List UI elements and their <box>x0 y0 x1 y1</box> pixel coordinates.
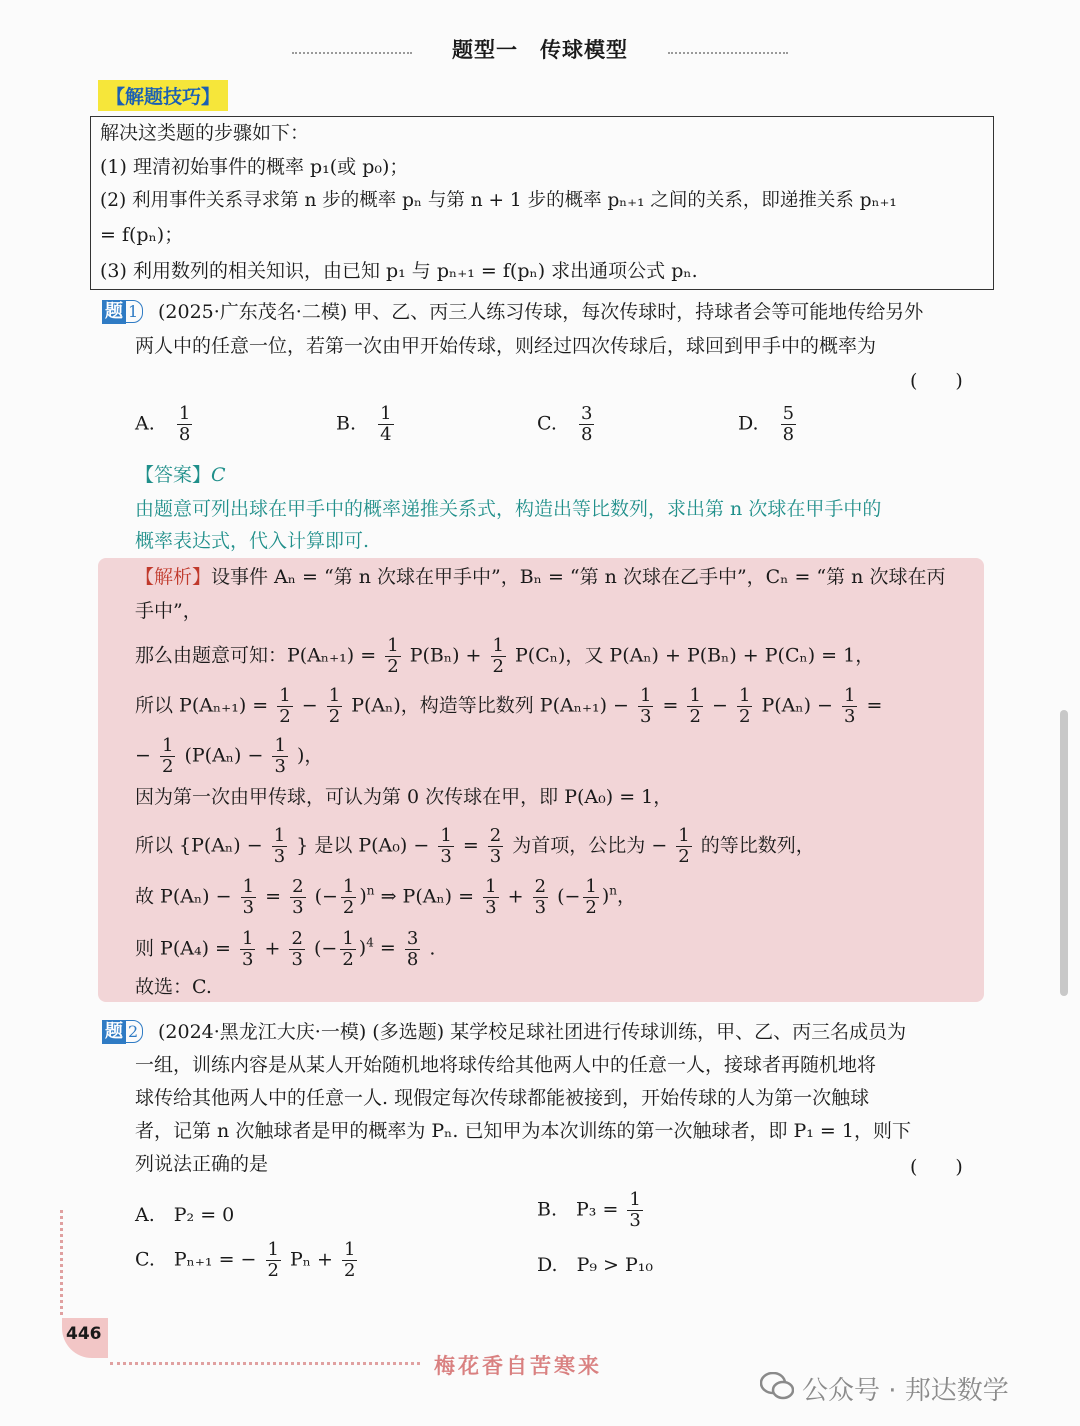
denominator: 3 <box>534 896 547 918</box>
denominator: 2 <box>279 706 291 727</box>
numerator: 1 <box>492 635 504 656</box>
denominator: 2 <box>342 896 355 918</box>
expr-text: 的等比数列， <box>700 834 815 857</box>
fraction-half <box>160 736 175 777</box>
option-text: Pₙ + <box>290 1248 333 1271</box>
q1-line-2: 两人中的任意一位，若第一次由甲开始传球，则经过四次传球后，球回到甲手中的概率为 <box>135 335 877 357</box>
footer-brand: 公众号 · 邦达数学 <box>802 1376 1009 1406</box>
expr-text: 所以 P(Aₙ₊₁) = <box>135 694 269 717</box>
question-2-tag <box>102 1020 143 1044</box>
numerator: 2 <box>489 825 502 846</box>
option-text: C. Pₙ₊₁ = − <box>135 1248 257 1271</box>
denominator: 8 <box>580 424 593 445</box>
fraction-half <box>385 636 400 677</box>
equals-sign: = <box>462 834 479 857</box>
numerator: 1 <box>274 735 286 756</box>
q1-option-d <box>738 404 799 445</box>
analysis-line-4 <box>135 686 882 727</box>
denominator: 3 <box>629 1210 641 1231</box>
tips-tag: 【解题技巧】 <box>98 80 228 111</box>
denominator: 8 <box>406 948 419 970</box>
numerator: 2 <box>291 927 303 949</box>
q1-line-1: (2025·广东茂名·二模) 甲、乙、丙三人练习传球，每次传球时，持球者会等可能地传给另外 <box>158 301 924 323</box>
analysis-line-8 <box>135 876 636 918</box>
expr-text: P(Aₙ)，构造等比数列 P(Aₙ₊₁) − <box>351 694 629 717</box>
tips-line-5: (3) 利用数列的相关知识，由已知 p₁ 与 pₙ₊₁ = f(pₙ) 求出通项公式 pₙ. <box>100 260 698 282</box>
denominator: 3 <box>844 706 856 727</box>
fraction-third <box>483 877 498 918</box>
numerator: 1 <box>342 875 355 897</box>
numerator: 1 <box>629 1189 641 1210</box>
analysis-text: 设事件 Aₙ = “第 n 次球在甲手中”，Bₙ = “第 n 次球在乙手中”，Cₙ = “第 n 次球在丙 <box>211 566 946 588</box>
numerator: 1 <box>585 875 597 897</box>
minus-sign: − <box>301 694 318 717</box>
option-label: C. <box>537 412 557 435</box>
denominator: 2 <box>342 948 354 970</box>
q2-option-c <box>135 1240 360 1281</box>
analysis-line-9 <box>135 928 435 970</box>
numerator: 1 <box>242 875 255 897</box>
option-fraction <box>378 404 393 445</box>
question-tag-label: 题 <box>102 1020 126 1044</box>
option-fraction <box>579 404 594 445</box>
q2-line-3: 球传给其他两人中的任意一人. 现假定每次传球都能被接到，开始传球的人为第一次触球 <box>135 1087 870 1109</box>
question-tag-label: 题 <box>102 300 126 324</box>
numerator: 1 <box>328 685 341 706</box>
plus-sign: + <box>264 937 281 960</box>
denominator: 8 <box>178 424 191 445</box>
tips-line-1: 解决这类题的步骤如下： <box>100 122 310 144</box>
numerator: 1 <box>640 685 652 706</box>
fraction-half <box>327 686 342 727</box>
analysis-line-6: 因为第一次由甲传球，可认为第 0 次传球在甲，即 P(A₀) = 1， <box>135 786 673 808</box>
fraction-three-eighths <box>405 929 420 970</box>
numerator: 1 <box>440 825 452 846</box>
q2-option-d: D. P₉ > P₁₀ <box>537 1254 654 1276</box>
numerator: 5 <box>782 403 795 424</box>
answer-value: C <box>211 464 226 486</box>
numerator: 3 <box>406 927 419 949</box>
numerator: 2 <box>292 875 304 897</box>
denominator: 3 <box>485 896 497 918</box>
close-paren: )$^n$ <box>359 884 375 908</box>
scrollbar[interactable] <box>1060 710 1068 996</box>
close-paren: )$^n$， <box>601 884 637 908</box>
option-text: B. P₃ = <box>537 1198 619 1221</box>
period: . <box>429 937 436 960</box>
expr-text: P(Bₙ) + <box>409 644 482 667</box>
question-number: 2 <box>123 1020 143 1043</box>
q1-answer <box>135 460 226 490</box>
equals-sign: = <box>866 694 883 717</box>
denominator: 2 <box>678 846 690 867</box>
fraction-half <box>583 877 598 918</box>
expr-text: } 是以 P(A₀) − <box>296 834 430 857</box>
fraction-third <box>241 877 256 918</box>
minus-sign: − <box>135 744 151 767</box>
question-number: 1 <box>123 300 143 323</box>
denominator: 3 <box>291 948 303 970</box>
expr-text: 则 P(A₄) = <box>135 937 231 960</box>
denominator: 2 <box>328 706 341 727</box>
wechat-icon <box>760 1372 794 1400</box>
q2-answer-blank: ( ) <box>910 1156 963 1178</box>
numerator: 1 <box>380 403 392 424</box>
q1-option-a <box>135 404 195 445</box>
expr-text: 故 P(Aₙ) − <box>135 885 232 908</box>
denominator: 3 <box>489 846 502 867</box>
fraction-half <box>737 686 752 727</box>
q1-option-b <box>336 404 397 445</box>
fraction-half <box>687 686 702 727</box>
fraction-half <box>676 826 691 867</box>
header-rule-right <box>668 52 788 54</box>
q1-answer-blank: ( ) <box>910 370 963 392</box>
analysis-line-7 <box>135 826 815 867</box>
expr-text: ⇒ P(Aₙ) = <box>380 885 475 908</box>
plus-sign: + <box>507 885 524 908</box>
denominator: 2 <box>161 756 174 777</box>
tips-line-2: (1) 理清初始事件的概率 p₁(或 p₀)； <box>100 156 409 178</box>
expr-text: P(Aₙ) − <box>761 694 833 717</box>
fraction-two-thirds <box>289 929 304 970</box>
denominator: 3 <box>440 846 452 867</box>
option-label: A. <box>135 412 155 435</box>
option-fraction <box>781 404 796 445</box>
fraction-third <box>842 686 857 727</box>
minus-sign: − <box>711 694 728 717</box>
numerator: 1 <box>678 825 690 846</box>
denominator: 4 <box>380 424 392 445</box>
analysis-tag: 【解析】 <box>135 566 212 588</box>
analysis-line-10: 故选：C. <box>135 976 212 998</box>
denominator: 8 <box>782 424 795 445</box>
numerator: 3 <box>580 403 593 424</box>
denominator: 2 <box>267 1260 279 1281</box>
tips-line-3: (2) 利用事件关系寻求第 n 步的概率 pₙ 与第 n + 1 步的概率 pₙ₊₁ 之间的关系，即递推关系 pₙ₊₁ <box>100 190 897 211</box>
numerator: 1 <box>738 685 751 706</box>
equals-sign: = <box>265 885 282 908</box>
option-fraction <box>177 404 192 445</box>
denominator: 2 <box>738 706 751 727</box>
option-label: D. <box>738 412 759 435</box>
expr-text: 所以 {P(Aₙ) − <box>135 834 263 857</box>
numerator: 1 <box>279 685 291 706</box>
fraction-half <box>342 1240 357 1281</box>
denominator: 2 <box>585 896 597 918</box>
numerator: 1 <box>267 1239 279 1260</box>
numerator: 1 <box>485 875 497 897</box>
fraction-two-thirds <box>533 877 548 918</box>
fraction-third <box>638 686 653 727</box>
numerator: 1 <box>178 403 191 424</box>
q2-line-2: 一组，训练内容是从某人开始随机地将球传给其他两人中的任意一人，接球者再随机地将 <box>135 1054 877 1076</box>
fraction-two-thirds <box>290 877 305 918</box>
numerator: 1 <box>273 825 286 846</box>
question-1-tag <box>102 300 143 324</box>
expr-text: P(Cₙ)，又 P(Aₙ) + P(Bₙ) + P(Cₙ) = 1， <box>515 644 875 667</box>
numerator: 1 <box>344 1239 356 1260</box>
fraction-third <box>272 736 287 777</box>
q2-option-b <box>537 1190 646 1231</box>
analysis-line-1 <box>135 562 945 592</box>
numerator: 1 <box>161 735 174 756</box>
denominator: 2 <box>689 706 701 727</box>
denominator: 2 <box>344 1260 356 1281</box>
numerator: 1 <box>689 685 701 706</box>
expr-text: (P(Aₙ) − <box>184 744 264 767</box>
option-label: B. <box>336 412 357 435</box>
numerator: 1 <box>242 927 254 949</box>
fraction-two-thirds <box>488 826 503 867</box>
analysis-line-2: 手中”， <box>135 600 202 622</box>
q1-hint-2: 概率表达式，代入计算即可. <box>135 530 370 552</box>
fraction-half <box>340 929 355 970</box>
denominator: 2 <box>492 656 504 677</box>
denominator: 3 <box>274 756 286 777</box>
denominator: 3 <box>273 846 286 867</box>
footer-motto: 梅花香自苦寒来 <box>434 1353 602 1378</box>
fraction-half <box>277 686 292 727</box>
expr-text: 为首项，公比为 − <box>512 834 668 857</box>
page-number: 446 <box>62 1318 108 1358</box>
page-title: 题型一 传球模型 <box>452 38 628 62</box>
close-paren: )$^4$ = <box>358 936 396 960</box>
decorative-dots-horizontal <box>110 1362 420 1365</box>
close-paren: )， <box>296 744 324 767</box>
fraction-third <box>272 826 287 867</box>
fraction-third <box>240 929 255 970</box>
fraction-third <box>438 826 453 867</box>
q2-line-1: (2024·黑龙江大庆·一模) (多选题) 某学校足球社团进行传球训练，甲、乙、丙三名成员为 <box>158 1021 907 1043</box>
fraction-third <box>627 1190 642 1231</box>
q2-line-5: 列说法正确的是 <box>135 1153 269 1175</box>
fraction-half <box>491 636 506 677</box>
q2-line-4: 者，记第 n 次触球者是甲的概率为 Pₙ. 已知甲为本次训练的第一次触球者，即 P₁ = 1，则下 <box>135 1120 911 1142</box>
q1-hint-1: 由题意可列出球在甲手中的概率递推关系式，构造出等比数列，求出第 n 次球在甲手中的 <box>135 498 882 520</box>
analysis-line-5 <box>135 736 323 777</box>
decorative-dots-vertical <box>60 1210 63 1315</box>
q1-option-c <box>537 404 597 445</box>
numerator: 2 <box>534 875 547 897</box>
fraction-half <box>341 877 356 918</box>
q2-option-a: A. P₂ = 0 <box>135 1204 235 1226</box>
denominator: 3 <box>242 948 254 970</box>
denominator: 3 <box>242 896 255 918</box>
denominator: 3 <box>640 706 652 727</box>
analysis-line-3 <box>135 636 874 677</box>
open-paren: (− <box>557 885 581 908</box>
fraction-half <box>266 1240 281 1281</box>
open-paren: (− <box>314 885 338 908</box>
denominator: 2 <box>387 656 399 677</box>
numerator: 1 <box>387 635 399 656</box>
open-paren: (− <box>313 937 338 960</box>
answer-tag: 【答案】 <box>135 464 212 486</box>
equals-sign: = <box>662 694 679 717</box>
numerator: 1 <box>844 685 856 706</box>
tips-line-4: = f(pₙ)； <box>100 224 184 246</box>
numerator: 1 <box>342 927 354 949</box>
denominator: 3 <box>292 896 304 918</box>
expr-text: 那么由题意可知：P(Aₙ₊₁) = <box>135 644 377 667</box>
